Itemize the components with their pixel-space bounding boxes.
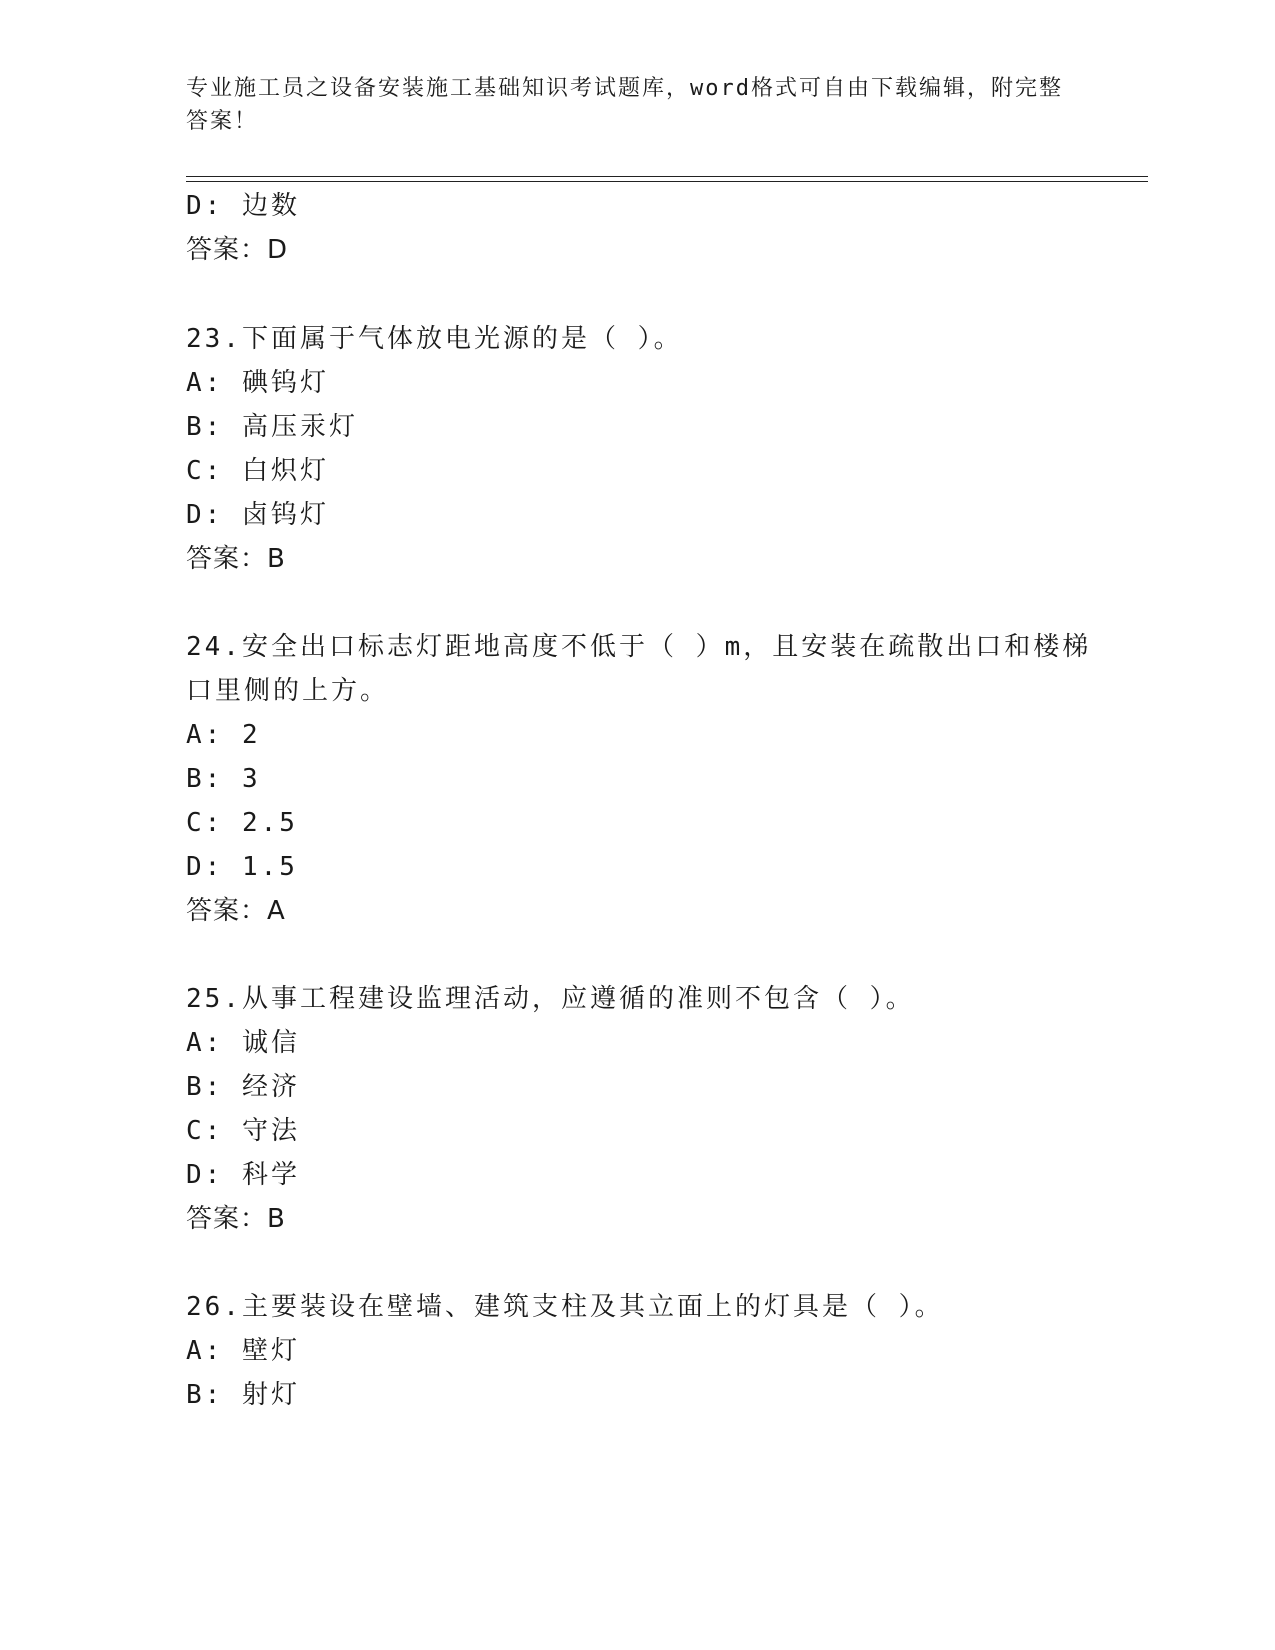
header-rule-top bbox=[186, 176, 1148, 177]
option-a: A: 诚信 bbox=[186, 1028, 300, 1058]
question-25: 25.从事工程建设监理活动，应遵循的准则不包含（ ）。 bbox=[186, 984, 915, 1014]
option-a: A: 碘钨灯 bbox=[186, 368, 329, 398]
answer-line: 答案：B bbox=[186, 544, 286, 574]
question-24-cont: 口里侧的上方。 bbox=[186, 676, 390, 706]
option-c: C: 守法 bbox=[186, 1116, 300, 1146]
question-24: 24.安全出口标志灯距地高度不低于（ ）m，且安装在疏散出口和楼梯 bbox=[186, 632, 1092, 662]
option-d: D: 1.5 bbox=[186, 852, 298, 882]
answer-line: 答案：D bbox=[186, 235, 289, 265]
option-d: D: 卤钨灯 bbox=[186, 500, 329, 530]
page-header: 专业施工员之设备安装施工基础知识考试题库，word格式可自由下载编辑，附完整答案！ bbox=[186, 76, 1063, 134]
header-rule-bottom bbox=[186, 181, 1148, 182]
option-c: C: 白炽灯 bbox=[186, 456, 329, 486]
option-d: D: 边数 bbox=[186, 191, 300, 221]
option-a: A: 2 bbox=[186, 720, 261, 750]
option-c: C: 2.5 bbox=[186, 808, 298, 838]
option-b: B: 经济 bbox=[186, 1072, 300, 1102]
question-26: 26.主要装设在壁墙、建筑支柱及其立面上的灯具是（ ）。 bbox=[186, 1292, 944, 1322]
answer-line: 答案：A bbox=[186, 896, 286, 926]
option-b: B: 3 bbox=[186, 764, 261, 794]
option-d: D: 科学 bbox=[186, 1160, 300, 1190]
option-b: B: 射灯 bbox=[186, 1380, 300, 1410]
answer-line: 答案：B bbox=[186, 1204, 286, 1234]
question-23: 23.下面属于气体放电光源的是（ ）。 bbox=[186, 324, 683, 354]
option-b: B: 高压汞灯 bbox=[186, 412, 358, 442]
option-a: A: 壁灯 bbox=[186, 1336, 300, 1366]
